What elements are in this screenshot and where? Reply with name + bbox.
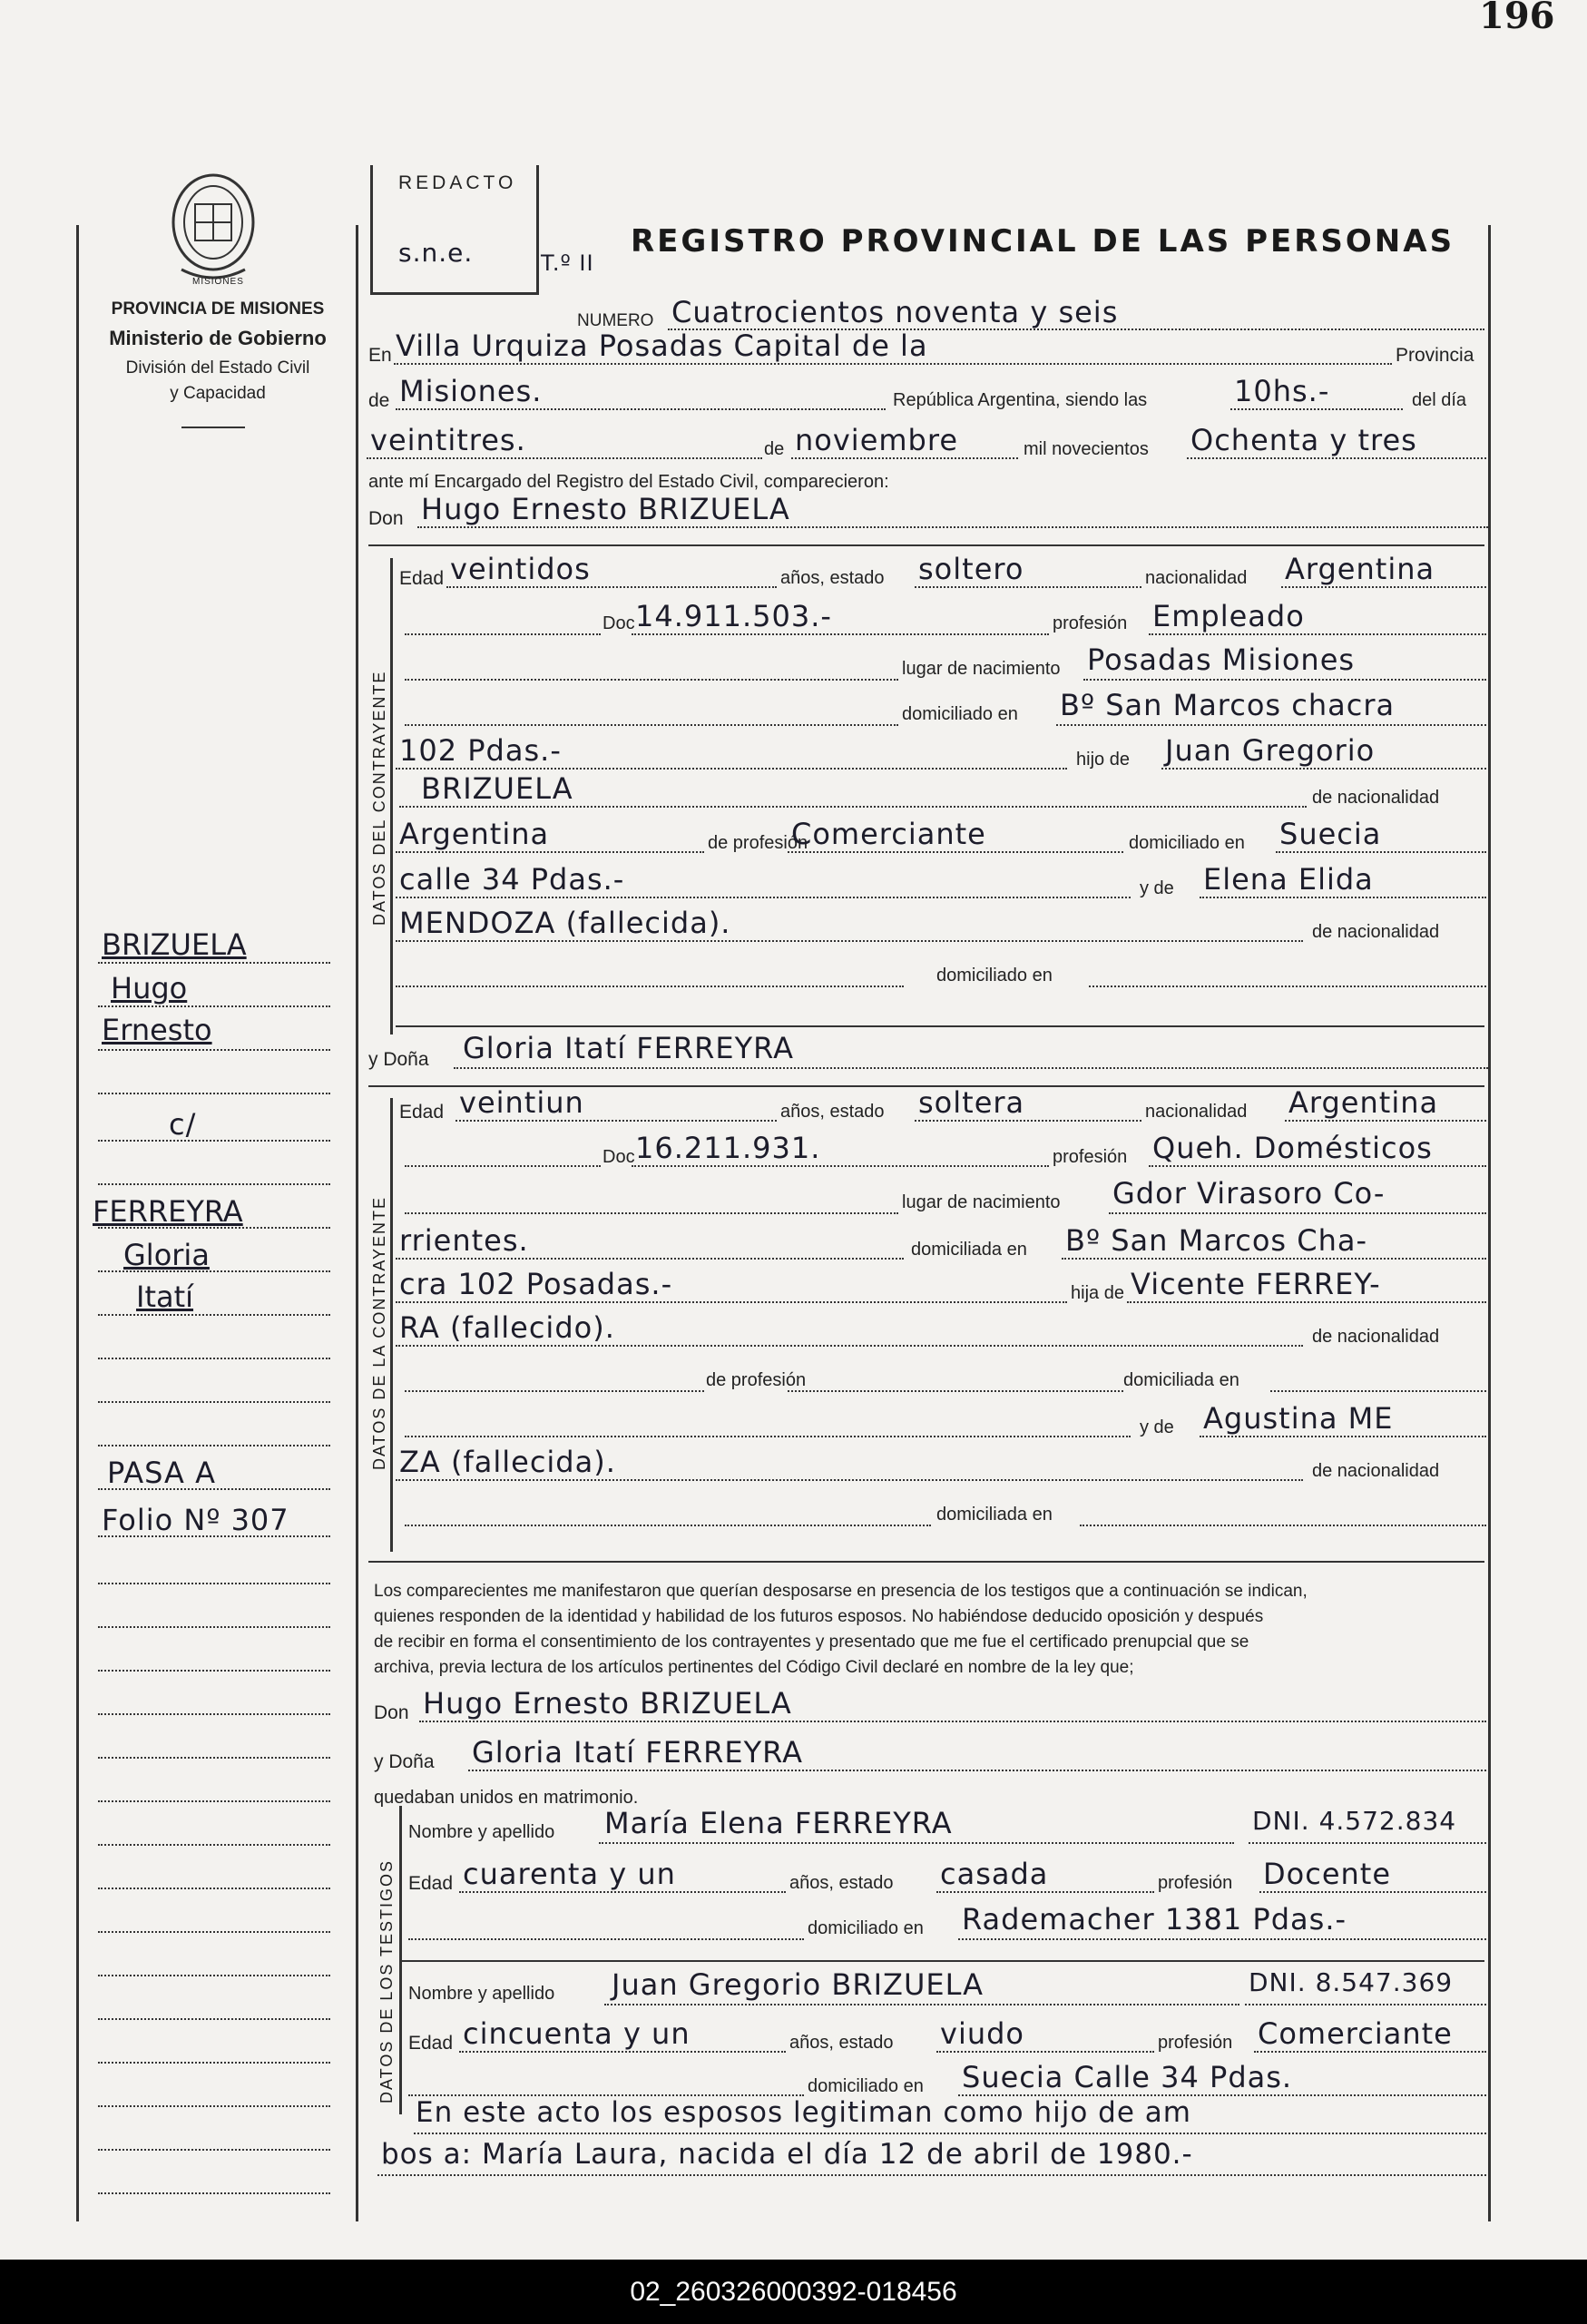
de-label: de [368, 390, 390, 411]
heading-divider [181, 427, 245, 428]
novia-padre-2: RA (fallecido). [399, 1310, 615, 1345]
novio-nacionalidad: Argentina [1285, 552, 1435, 586]
margin-name-1b: Ernesto [102, 1013, 212, 1047]
novia-domicilio: Bº San Marcos Cha- [1065, 1223, 1368, 1258]
novio-madre-2: MENDOZA (fallecida). [399, 906, 731, 940]
novia-profesion: Queh. Domésticos [1152, 1131, 1433, 1165]
testigo2-nombre: Juan Gregorio BRIZUELA [612, 1967, 985, 2002]
testigo1-profesion: Docente [1263, 1857, 1392, 1891]
novio-edad: veintidos [450, 552, 591, 586]
testigo1-edad: cuarenta y un [463, 1857, 676, 1891]
province-seal-icon [163, 168, 263, 290]
redacto-value: s.n.e. [398, 238, 474, 268]
testigo2-estado: viudo [940, 2016, 1024, 2051]
novia-nombre: Gloria Itatí FERREYRA [463, 1031, 794, 1065]
novia-edad: veintiun [459, 1085, 584, 1120]
ministry-heading: Ministerio de Gobierno [109, 327, 327, 349]
register-title: REGISTRO PROVINCIAL DE LAS PERSONAS [631, 223, 1455, 260]
de-mes-label: de [764, 439, 785, 459]
don-final: Hugo Ernesto BRIZUELA [423, 1686, 792, 1721]
novia-lugar-nac-2: rrientes. [399, 1223, 529, 1258]
novio-nombre: Hugo Ernesto BRIZUELA [421, 492, 790, 526]
division-heading-1: División del Estado Civil [125, 358, 310, 378]
province-heading: PROVINCIA DE MISIONES [111, 299, 325, 319]
novio-lugar-nac: Posadas Misiones [1087, 642, 1356, 677]
novia-padre: Vicente FERREY- [1131, 1267, 1381, 1301]
nota-linea-1: En este acto los esposos legitiman como hijo de am [416, 2096, 1191, 2129]
numero-label: NUMERO [577, 311, 654, 330]
republica-label: República Argentina, siendo las [893, 390, 1148, 410]
don-label: Don [368, 508, 404, 529]
novio-domicilio-2: 102 Pdas.- [399, 733, 562, 768]
redacto-box [370, 165, 539, 295]
novia-lugar-nac: Gdor Virasoro Co- [1112, 1176, 1386, 1211]
margin-surname-2: FERREYRA [93, 1194, 243, 1229]
novio-estado: soltero [918, 552, 1024, 586]
novia-nacionalidad: Argentina [1288, 1085, 1439, 1120]
novio-padre-prof: Comerciante [791, 817, 986, 851]
right-border [1488, 225, 1491, 2221]
margin-name-1a: Hugo [111, 971, 188, 1005]
margin-name-2a: Gloria [123, 1238, 210, 1272]
hora-value: 10hs.- [1234, 374, 1330, 408]
mil-label: mil novecientos [1024, 439, 1149, 459]
testigo2-doc: DNI. 8.547.369 [1249, 1967, 1454, 1997]
datos-testigos-label: DATOS DE LOS TESTIGOS [377, 1858, 396, 2103]
redacto-label: REDACTO [398, 172, 517, 193]
left-margin-border [76, 225, 79, 2221]
margin-column-border [356, 225, 358, 2221]
testigo2-domicilio: Suecia Calle 34 Pdas. [962, 2060, 1293, 2094]
dia-value: veintitres. [370, 423, 526, 457]
novio-profesion: Empleado [1152, 599, 1305, 633]
novia-estado: soltera [918, 1085, 1025, 1120]
margin-pasa-2: Folio Nº 307 [102, 1503, 289, 1537]
novia-madre-2: ZA (fallecida). [399, 1445, 616, 1479]
novia-domicilio-2: cra 102 Posadas.- [399, 1267, 673, 1301]
anio-value: Ochenta y tres [1190, 423, 1417, 457]
quedaban-text: quedaban unidos en matrimonio. [374, 1788, 639, 1808]
testigo1-nombre: María Elena FERREYRA [604, 1806, 953, 1840]
register-page: 196 MISIONES PROVINCIA DE MISIONES Ministerio de Gobierno División del Estado Civil y Capacidad REDACTO s.n.e. T.º II REGISTRO PROVINCIAL DE LAS PERSONAS NUMERO Cuatrocientos noventa y seis En Villa Urquiza Posadas Capital de la Provincia de Misiones. República Argentina, siendo las 10hs.- del día veintitres. de noviembre mil novecientos Ochenta y tres ante mí Encargado del Registro del Estado Civil, comparecieron: Don Hugo Ernesto BRIZUELA DATOS DEL CONTRAYENTE Edad veintidos años, estado soltero nacionalidad Argentina Doc 14.911.503.- profesión Empleado lugar de nacimiento Posadas Misiones domiciliado en Bº San Marcos chacra 102 Pdas.- hijo de Juan Gregorio BRIZUELA de nacionalidad Argentina de profesión Comerciante domiciliado en Suecia calle 34 Pdas.- y de Elena Elida MENDOZA (fallecida). de nacionalidad domiciliado en y Doña Gloria Itatí FERREYRA DATOS DE LA CONTRAYENTE Edad veintiun años, estado soltera nacionalidad Argentina Doc 16.211.931. profesión Queh. Domésticos lugar de nacimiento Gdor Virasoro Co- rrientes. domiciliada en Bº San Marcos Cha- cra 102 Posadas.- hija de Vicente FERREY- RA (fallecido). de nacionalidad de profesión domiciliada en y de Agustina ME ZA (fallecida). de nacionalidad domiciliada en Los comparecientes me manifestaron que querían desposarse en presencia de los testigos que a continuación se indican, quienes responden de la identidad y habilidad de los futuros esposos. No habiéndose deducido oposición y después de recibir en forma el consentimiento de los contrayentes y presentado que me fue el certificado prenupcial que se archiva, previa lectura de los artículos pertinentes del Código Civil declaré en nombre de la ley que; Don Hugo Ernesto BRIZUELA y Doña Gloria Itatí FERREYRA quedaban unidos en matrimonio. DATOS DE LOS TESTIGOS Nombre y apellido María Elena FERREYRA DNI. 4.572.834 Edad cuarenta y un años, estado casada profesión Docente domiciliado en Rademacher 1381 Pdas.- Nombre y apellido Juan Gregorio BRIZUELA DNI. 8.547.369 Edad cincuenta y un años, estado viudo profesión Comerciante domiciliado en Suecia Calle 34 Pdas. En este acto los esposos legitiman como hijo de am bos a: María Laura, nacida el día 12 de abril de 1980.- BRIZUELA Hugo Ernesto c/ FERREYRA Gloria Itatí PASA A Folio Nº 307 [0, 0, 1587, 2260]
dona-label: y Doña [368, 1049, 429, 1070]
datos-contrayente-label: DATOS DEL CONTRAYENTE [370, 670, 388, 926]
testigo1-doc: DNI. 4.572.834 [1252, 1806, 1457, 1836]
margin-name-2b: Itatí [136, 1280, 194, 1314]
margin-pasa-1: PASA A [107, 1456, 216, 1490]
division-heading-2: y Capacidad [170, 384, 266, 403]
testigo1-estado: casada [940, 1857, 1049, 1891]
provincia-value: Misiones. [399, 374, 543, 408]
scan-id-footer: 02_260326000392-018456 [0, 2260, 1587, 2324]
nota-linea-2: bos a: María Laura, nacida el día 12 de abril de 1980.- [381, 2138, 1193, 2171]
en-label: En [368, 345, 392, 366]
legal-text: Los comparecientes me manifestaron que querían desposarse en presencia de los testigos que a continuación se indican, quienes responden de la identidad y habilidad de los futuros esposos. No habiéndose deducido oposición y después de recibir en forma el consentimiento de los contrayentes y presentado que me fue el certificado prenupcial que se archiva, previa lectura de los artículos pertinentes del Código Civil declaré en nombre de la ley que; [374, 1582, 1308, 1677]
testigo2-edad: cincuenta y un [463, 2016, 691, 2051]
novio-padre: Juan Gregorio [1165, 733, 1376, 768]
dona-final: Gloria Itatí FERREYRA [472, 1735, 803, 1770]
provincia-label: Provincia [1396, 345, 1474, 366]
del-dia-label: del día [1412, 390, 1467, 410]
edad-label: Edad [399, 568, 445, 589]
novia-madre: Agustina ME [1203, 1401, 1394, 1436]
seal-text: MISIONES [192, 277, 244, 287]
novia-doc: 16.211.931. [635, 1131, 821, 1165]
novio-padre-dom-2: calle 34 Pdas.- [399, 862, 625, 897]
testigo1-domicilio: Rademacher 1381 Pdas.- [962, 1902, 1347, 1937]
margin-surname-1: BRIZUELA [102, 927, 247, 962]
page-number: 196 [1479, 0, 1555, 37]
tomo-note: T.º II [541, 250, 594, 276]
novio-padre-dom: Suecia [1279, 817, 1382, 851]
novio-padre-nac: Argentina [399, 817, 550, 851]
datos-la-contrayente-label: DATOS DE LA CONTRAYENTE [370, 1195, 388, 1470]
novio-madre: Elena Elida [1203, 862, 1374, 897]
ante-text: ante mí Encargado del Registro del Estado Civil, comparecieron: [368, 472, 889, 492]
novio-domicilio: Bº San Marcos chacra [1060, 688, 1396, 722]
mes-value: noviembre [795, 423, 958, 457]
lugar-value: Villa Urquiza Posadas Capital de la [396, 328, 928, 363]
novio-doc: 14.911.503.- [635, 599, 832, 633]
testigo2-profesion: Comerciante [1258, 2016, 1453, 2051]
margin-conjunction: c/ [169, 1107, 197, 1142]
numero-value: Cuatrocientos noventa y seis [671, 295, 1119, 329]
novio-padre-2: BRIZUELA [421, 771, 573, 806]
